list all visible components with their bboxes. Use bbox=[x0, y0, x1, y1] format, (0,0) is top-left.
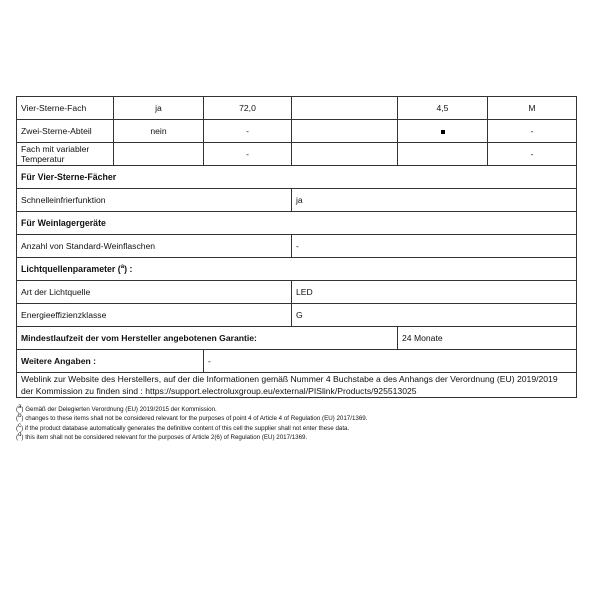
cell-value: - bbox=[204, 143, 292, 166]
footnote: ($^a$) Gemäß der Delegierten Verordnung (EU) 2019/2015 der Kommission. bbox=[16, 403, 217, 413]
table-row-weblink bbox=[17, 373, 577, 398]
warranty-value: 24 Monate bbox=[398, 327, 577, 350]
row-label: Vier-Sterne-Fach bbox=[17, 97, 114, 120]
dot-mark bbox=[441, 130, 445, 134]
cell-value bbox=[292, 143, 398, 166]
row-label: Zwei-Sterne-Abteil bbox=[17, 120, 114, 143]
row-label: Energieeffizienzklasse bbox=[17, 304, 292, 327]
row-label: Art der Lichtquelle bbox=[17, 281, 292, 304]
cell-value bbox=[398, 120, 488, 143]
table-row bbox=[17, 304, 577, 327]
table-row bbox=[17, 189, 577, 212]
table-row bbox=[17, 97, 577, 120]
cell-value: G bbox=[292, 304, 577, 327]
table-row-more bbox=[17, 350, 577, 373]
footnote: ($^b$) changes to these items shall not be considered relevant for the purposes of point 4 of Article 4 of Regulation (EU) 2017/1369. bbox=[16, 413, 368, 423]
cell-value: - bbox=[488, 120, 577, 143]
table-row bbox=[17, 281, 577, 304]
row-label: Anzahl von Standard-Weinflaschen bbox=[17, 235, 292, 258]
footnote-mark: a bbox=[120, 264, 125, 271]
cell-value: nein bbox=[114, 120, 204, 143]
more-value: - bbox=[204, 350, 577, 373]
section-heading-wine bbox=[17, 212, 577, 235]
cell-value bbox=[292, 120, 398, 143]
section-heading-four-star bbox=[17, 166, 577, 189]
specification-table bbox=[16, 96, 577, 398]
footnote: ($^d$) this item shall not be considered relevant for the purposes of Article 2(6) of Regulation (EU) 2017/1369. bbox=[16, 432, 308, 442]
table-row bbox=[17, 235, 577, 258]
section-heading bbox=[17, 258, 577, 281]
cell-value: ja bbox=[114, 97, 204, 120]
heading-text: Lichtquellenparameter ( bbox=[21, 264, 121, 274]
table-row bbox=[17, 120, 577, 143]
cell-value: M bbox=[488, 97, 577, 120]
cell-value: ja bbox=[292, 189, 577, 212]
cell-value: - bbox=[488, 143, 577, 166]
footnotes bbox=[16, 405, 576, 443]
table-row bbox=[17, 143, 577, 166]
section-heading-light bbox=[17, 258, 577, 281]
table-row-warranty bbox=[17, 327, 577, 350]
heading-text-end: ) : bbox=[124, 264, 133, 274]
cell-value: LED bbox=[292, 281, 577, 304]
weblink-text: Weblink zur Website des Herstellers, auf der die Informationen gemäß Nummer 4 Buchstabe a des Anhangs der Verordnung (EU) 2019/2019 der Kommission zu finden sind : https://support.electroluxgroup.eu/external/PISlink/Products/925513025 bbox=[17, 373, 577, 398]
cell-value bbox=[114, 143, 204, 166]
more-label: Weitere Angaben : bbox=[17, 350, 204, 373]
footnote-mark: d bbox=[18, 432, 22, 439]
section-heading: Für Vier-Sterne-Fächer bbox=[17, 166, 577, 189]
cell-value bbox=[398, 143, 488, 166]
warranty-label: Mindestlaufzeit der vom Hersteller angebotenen Garantie: bbox=[17, 327, 398, 350]
footnote-mark: c bbox=[18, 422, 22, 429]
footnote: ($^c$) if the product database automatically generates the definitive content of this cell the supplier shall not enter these data. bbox=[16, 422, 350, 432]
footnote-text: this item shall not be considered relevant for the purposes of Article 2(6) of Regulation (EU) 2017/1369. bbox=[23, 434, 308, 442]
footnote-mark: b bbox=[18, 413, 22, 420]
footnote-text: changes to these items shall not be considered relevant for the purposes of point 4 of Article 4 of Regulation (EU) 2017/1369. bbox=[23, 415, 368, 423]
cell-value bbox=[292, 97, 398, 120]
product-information-sheet bbox=[16, 96, 576, 443]
cell-value: - bbox=[292, 235, 577, 258]
cell-value: 72,0 bbox=[204, 97, 292, 120]
footnote-mark: a bbox=[18, 403, 22, 410]
footnote-text: Gemäß der Delegierten Verordnung (EU) 2019/2015 der Kommission. bbox=[23, 406, 217, 413]
row-label: Fach mit variabler Temperatur bbox=[17, 143, 114, 166]
row-label: Schnelleinfrierfunktion bbox=[17, 189, 292, 212]
footnote-text: if the product database automatically generates the definitive content of this cell the supplier shall not enter these data. bbox=[23, 424, 350, 432]
cell-value: 4,5 bbox=[398, 97, 488, 120]
cell-value: - bbox=[204, 120, 292, 143]
section-heading: Für Weinlagergeräte bbox=[17, 212, 577, 235]
